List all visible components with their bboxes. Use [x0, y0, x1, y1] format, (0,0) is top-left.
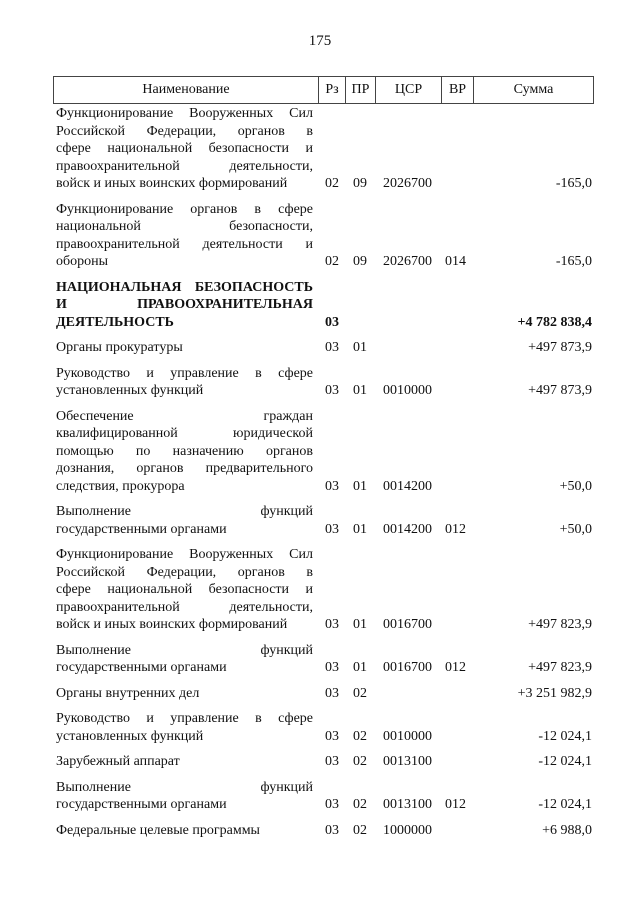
row-rz: 03 [325, 660, 339, 675]
row-pr: 02 [353, 685, 367, 701]
row-name-line: Федеральные целевые программы [56, 822, 260, 838]
row-name [56, 503, 313, 538]
row-name-line: правоохранительной деятельности, [56, 599, 313, 615]
row-name-line: национальной безопасности, [56, 219, 313, 234]
row-csr: 1000000 [383, 822, 432, 838]
header-pr: ПР [346, 77, 376, 103]
row-name [56, 710, 313, 745]
row-rz: 03 [325, 521, 339, 537]
row-name-line: установленных функций [56, 728, 204, 744]
row-name [56, 279, 313, 332]
row-vr: 012 [445, 797, 466, 812]
table-row [56, 642, 592, 677]
row-sum: +497 873,9 [528, 383, 592, 398]
row-rz: 03 [325, 797, 339, 812]
row-sum: +497 873,9 [528, 340, 592, 355]
header-sum: Сумма [513, 82, 554, 97]
row-name-line: Выполнение функций [56, 504, 313, 519]
row-name [56, 685, 313, 703]
table-row [56, 365, 592, 400]
row-pr: 02 [353, 754, 367, 769]
row-sum: +50,0 [559, 521, 592, 537]
row-pr: 01 [353, 521, 367, 537]
row-pr: 01 [353, 660, 367, 675]
row-pr: 09 [353, 254, 367, 269]
row-name-line: квалифицированной юридической [56, 426, 313, 441]
row-sum: +50,0 [559, 478, 592, 494]
row-csr: 2026700 [383, 176, 432, 191]
row-name-line: Выполнение функций [56, 779, 313, 795]
row-name-line: И ПРАВООХРАНИТЕЛЬНАЯ [56, 297, 313, 312]
row-rz: 03 [325, 383, 339, 398]
row-rz: 03 [325, 685, 339, 701]
row-csr: 0013100 [383, 797, 432, 812]
row-name [56, 201, 313, 271]
row-name-line: ДЕЯТЕЛЬНОСТЬ [56, 314, 174, 330]
row-name [56, 779, 313, 814]
row-rz: 03 [325, 340, 339, 355]
table-row [56, 201, 592, 271]
row-csr: 2026700 [383, 254, 432, 269]
row-name [56, 753, 313, 771]
row-csr: 0010000 [383, 383, 432, 398]
row-name-line: войск и иных воинских формирований [56, 617, 288, 632]
row-sum: -165,0 [555, 176, 592, 191]
row-vr: 012 [445, 660, 466, 675]
row-name [56, 822, 313, 840]
row-name-line: установленных функций [56, 383, 204, 398]
table-row [56, 779, 592, 814]
table-row [56, 546, 592, 634]
row-pr: 02 [353, 797, 367, 812]
row-rz: 02 [325, 176, 339, 191]
row-name-line: Российской Федерации, органов в [56, 564, 313, 580]
table-header [53, 76, 594, 104]
row-csr: 0013100 [383, 754, 432, 769]
row-rz: 03 [325, 822, 339, 838]
header-rz: Рз [319, 77, 346, 103]
row-rz: 03 [325, 728, 339, 744]
row-pr: 01 [353, 383, 367, 398]
row-name [56, 408, 313, 496]
row-sum: -12 024,1 [538, 754, 592, 769]
row-vr: 012 [445, 521, 466, 537]
row-name [56, 339, 313, 357]
table-row [56, 685, 592, 703]
row-name-line: Обеспечение граждан [56, 408, 313, 424]
row-rz: 02 [325, 254, 339, 269]
row-name-line: Руководство и управление в сфере [56, 365, 313, 381]
row-rz: 03 [325, 754, 339, 769]
table-row [56, 503, 592, 538]
table-row [56, 105, 592, 193]
row-name-line: государственными органами [56, 660, 227, 675]
row-sum: +497 823,9 [528, 660, 592, 675]
row-name-line: Зарубежный аппарат [56, 754, 180, 769]
row-name [56, 365, 313, 400]
table-row [56, 279, 592, 332]
row-sum: +497 823,9 [528, 617, 592, 632]
row-name [56, 642, 313, 677]
row-name-line: Функционирование Вооруженных Сил [56, 106, 313, 121]
row-name [56, 546, 313, 634]
row-rz: 03 [325, 617, 339, 632]
row-name-line: дознания, органов предварительного [56, 461, 313, 476]
row-pr: 02 [353, 728, 367, 744]
row-csr: 0010000 [383, 728, 432, 744]
row-sum: -12 024,1 [538, 797, 592, 812]
row-name-line: Российской Федерации, органов в [56, 123, 313, 139]
row-name-line: помощью по назначению органов [56, 443, 313, 459]
table-row [56, 408, 592, 496]
row-name-line: Руководство и управление в сфере [56, 711, 313, 726]
row-sum: -165,0 [555, 254, 592, 269]
row-name-line: Функционирование Вооруженных Сил [56, 547, 313, 562]
row-name-line: войск и иных воинских формирований [56, 176, 288, 191]
row-sum: +3 251 982,9 [517, 685, 592, 701]
row-name-line: государственными органами [56, 521, 227, 537]
row-name-line: Выполнение функций [56, 642, 313, 658]
row-name-line: Органы внутренних дел [56, 685, 200, 701]
row-name-line: Функционирование органов в сфере [56, 201, 313, 217]
row-sum: +6 988,0 [542, 822, 592, 838]
header-csr: ЦСР [376, 77, 442, 103]
row-name-line: НАЦИОНАЛЬНАЯ БЕЗОПАСНОСТЬ [56, 279, 313, 295]
row-name-line: следствия, прокурора [56, 478, 185, 494]
row-pr: 01 [353, 478, 367, 494]
row-pr: 01 [353, 340, 367, 355]
row-name-line: правоохранительной деятельности, [56, 158, 313, 174]
row-rz: 03 [325, 478, 339, 494]
row-sum: -12 024,1 [538, 728, 592, 744]
row-pr: 09 [353, 176, 367, 191]
row-sum: +4 782 838,4 [517, 314, 592, 330]
table-row [56, 822, 592, 840]
row-name-line: государственными органами [56, 797, 227, 812]
header-name: Наименование [54, 77, 319, 103]
row-rz: 03 [325, 314, 339, 330]
row-name-line: сфере национальной безопасности и [56, 141, 313, 156]
row-csr: 0016700 [383, 617, 432, 632]
row-pr: 02 [353, 822, 367, 838]
table-row [56, 710, 592, 745]
row-name-line: Органы прокуратуры [56, 340, 183, 355]
row-name-line: сфере национальной безопасности и [56, 582, 313, 597]
row-csr: 0014200 [383, 521, 432, 537]
table-row [56, 753, 592, 771]
row-name-line: обороны [56, 254, 109, 269]
table-row [56, 339, 592, 357]
row-csr: 0016700 [383, 660, 432, 675]
row-name [56, 105, 313, 193]
row-name-line: правоохранительной деятельности и [56, 236, 313, 252]
row-vr: 014 [445, 254, 466, 269]
row-csr: 0014200 [383, 478, 432, 494]
header-vr: ВР [442, 77, 474, 103]
table-body [56, 105, 592, 847]
page-number: 175 [308, 33, 332, 49]
row-pr: 01 [353, 617, 367, 632]
